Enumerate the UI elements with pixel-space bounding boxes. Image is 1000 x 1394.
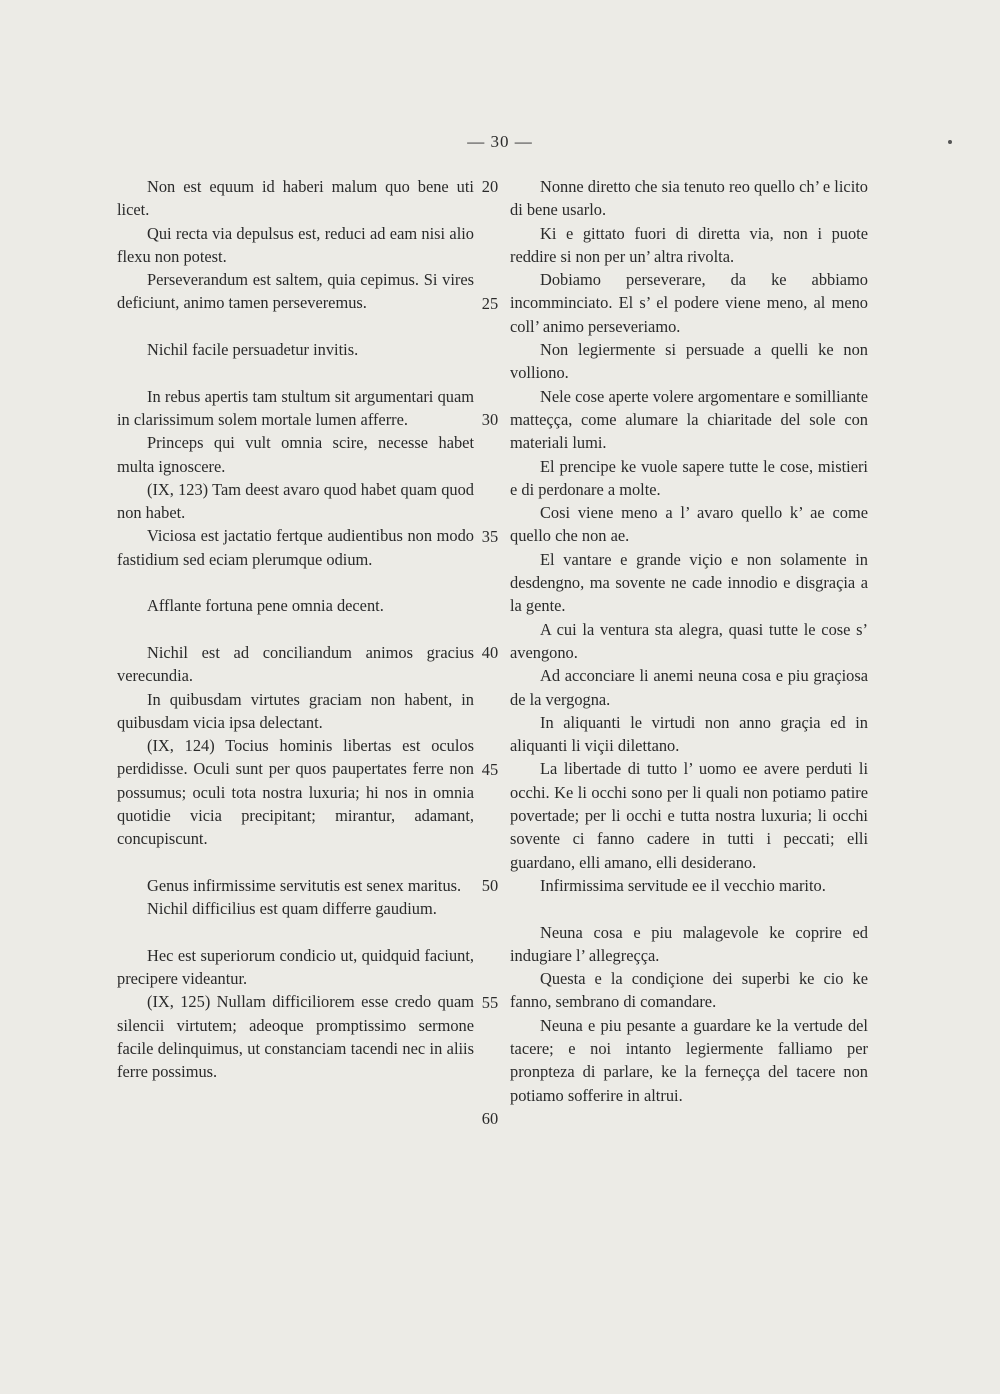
latin-paragraph: Non est equum id haberi malum quo bene uti licet. (117, 177, 474, 220)
line-number: 55 (481, 992, 499, 1012)
italian-paragraph: Nele cose aperte volere argomentare e somilliante matteçça, come alumare la chiaritade del sole con materiali lumi. (510, 386, 868, 453)
italian-paragraph: Ki e gittato fuori di diretta via, non i puote reddire si non per un’ altra rivolta. (510, 223, 868, 266)
line-number: 20 (481, 177, 499, 196)
paragraph-gap (117, 315, 474, 338)
italian-paragraph: In aliquanti le virtudi non anno graçia ed in aliquanti li viçii dilettano. (510, 712, 868, 756)
latin-paragraph: (IX, 123) Tam deest avaro quod habet quam quod non habet. (117, 479, 474, 523)
latin-paragraph: Hec est superiorum condicio ut, quidquid faciunt, precipere videantur. (117, 945, 474, 989)
line-number: 45 (481, 759, 499, 779)
latin-column (117, 175, 474, 1084)
latin-paragraph: Afflante fortuna pene omnia decent. (147, 596, 384, 616)
italian-paragraph: Infirmissima servitude ee il vecchio marito. (540, 875, 826, 895)
latin-paragraph: (IX, 124) Tocius hominis libertas est oculos perdidisse. Oculi sunt per quos paupertates ferre non possumus; oculi tota nostra luxuria; hi nos in omnia quotidie vicia precipitant; mirantur, adamant, concupiscunt. (117, 736, 474, 849)
italian-paragraph: Ad acconciare li anemi neuna cosa e piu graçiosa de la vergogna. (510, 666, 868, 709)
latin-paragraph: Princeps qui vult omnia scire, necesse habet multa ignoscere. (117, 433, 474, 476)
italian-paragraph: Non legiermente si persuade a quelli ke non volliono. (510, 340, 868, 383)
latin-paragraph: Genus infirmissime servitutis est senex maritus. (147, 875, 462, 895)
line-number: 30 (481, 410, 499, 429)
latin-paragraph: Qui recta via depulsus est, reduci ad eam nisi alio flexu non potest. (117, 223, 474, 266)
latin-paragraph: Nichil facile persuadetur invitis. (147, 340, 359, 360)
latin-paragraph: In rebus apertis tam stultum sit argumentari quam in clarissimum solem mortale lumen afferre. (117, 386, 474, 429)
italian-paragraph: A cui la ventura sta alegra, quasi tutte le cose s’ avengono. (510, 619, 868, 662)
italian-paragraph: Nonne diretto che sia tenuto reo quello ch’ e licito di bene usarlo. (510, 177, 868, 220)
line-number: 50 (481, 876, 499, 895)
line-number: 40 (481, 643, 499, 662)
margin-mark (948, 140, 952, 144)
latin-paragraph: Viciosa est jactatio fertque audientibus non modo fastidium sed eciam plerumque odium. (117, 526, 474, 569)
italian-paragraph: Neuna e piu pesante a guardare ke la vertude del tacere; e noi intanto legiermente falliamo per pronpteza di parlare, ke la ferneçça del tacere non potiamo sofferire in altrui. (510, 1015, 868, 1105)
italian-paragraph: Questa e la condiçione dei superbi ke cio ke fanno, sembrano di comandare. (510, 969, 868, 1012)
line-number: 35 (481, 526, 499, 546)
paragraph-gap (117, 618, 474, 641)
line-number: 25 (481, 293, 499, 313)
page-number: — 30 — (467, 132, 533, 151)
italian-column (510, 175, 868, 1107)
italian-paragraph: El vantare e grande viçio e non solamente in desdengno, ma sovente ne cade innodio e disgraçia a la gente. (510, 549, 868, 616)
paragraph-gap (117, 361, 474, 384)
paragraph-gap (117, 571, 474, 594)
latin-paragraph: Nichil est ad conciliandum animos gracius verecundia. (117, 642, 474, 686)
latin-paragraph: Nichil difficilius est quam differre gaudium. (147, 899, 437, 919)
line-number: 60 (481, 1109, 499, 1128)
italian-paragraph: El prencipe ke vuole sapere tutte le cose, mistieri e di perdonare a molte. (510, 456, 868, 499)
paragraph-gap (510, 897, 868, 920)
paragraph-gap (117, 921, 474, 944)
italian-paragraph: Dobiamo perseverare, da ke abbiamo incomminciato. El s’ el podere viene meno, al meno coll’ animo perseveriamo. (510, 270, 868, 336)
italian-paragraph: Cosi viene meno a l’ avaro quello k’ ae come quello che non ae. (510, 503, 868, 546)
italian-paragraph: Neuna cosa e piu malagevole ke coprire ed indugiare l’ allegreçça. (510, 922, 868, 965)
italian-paragraph: La libertade di tutto l’ uomo ee avere perduti li occhi. Ke li occhi sono per li quali non potiamo patire povertade; per li occhi e tutta nostra luxuria; li occhi sovente ci fanno cadere in tutti i peccati; elli guardano, elli amano, elli desiderano. (510, 759, 868, 872)
latin-paragraph: (IX, 125) Nullam difficiliorem esse credo quam silencii virtutem; adeoque promptissimo sermone facile delinquimus, ut constanciam tacendi nec in aliis ferre possimus. (117, 992, 474, 1082)
paragraph-gap (117, 851, 474, 874)
latin-paragraph: Perseverandum est saltem, quia cepimus. Si vires deficiunt, animo tamen perseveremus. (117, 270, 474, 313)
latin-paragraph: In quibusdam virtutes graciam non habent, in quibusdam vicia ipsa delectant. (117, 689, 474, 732)
